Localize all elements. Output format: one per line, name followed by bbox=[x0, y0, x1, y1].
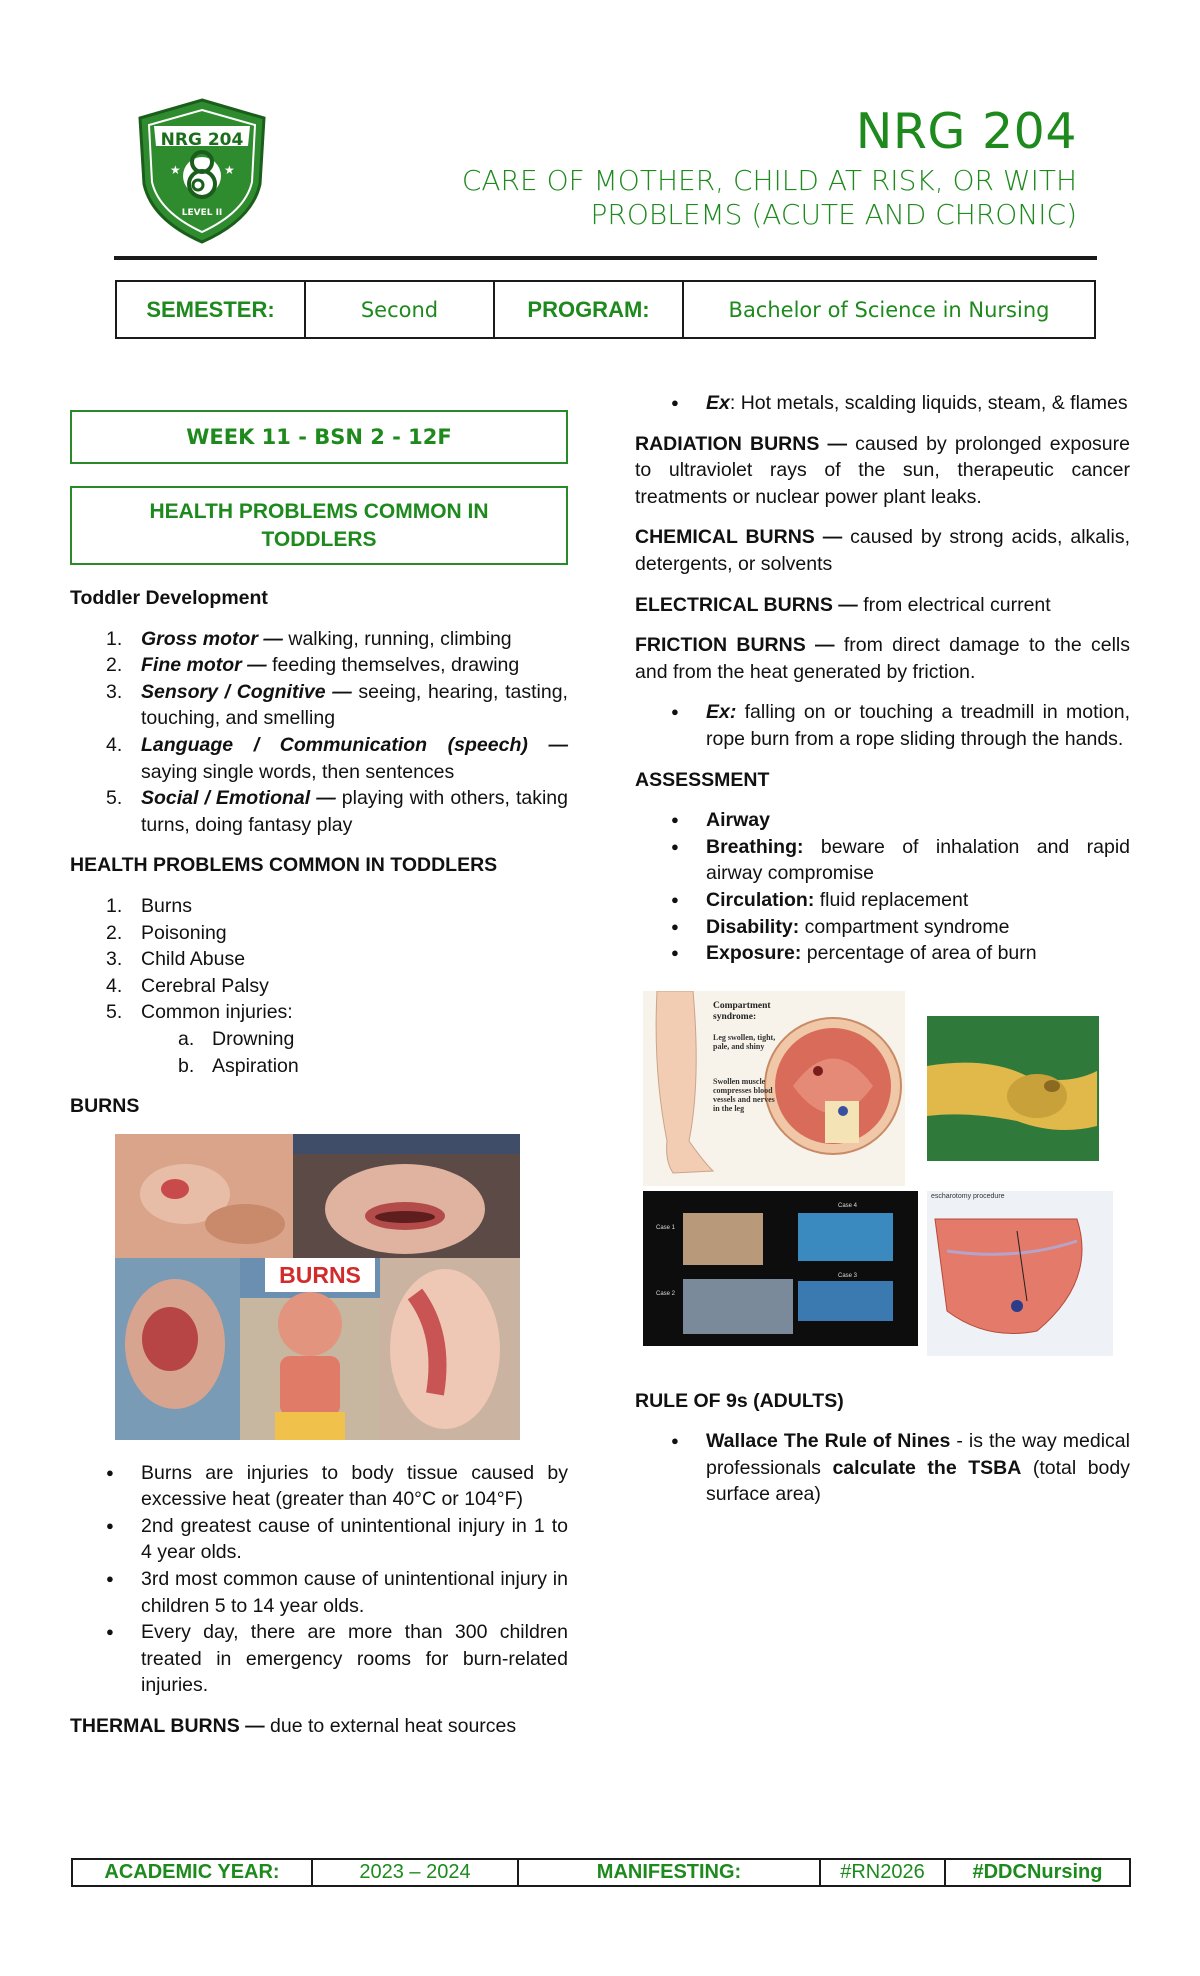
list-item: ● Breathing: beware of inhalation and rapid airway compromise bbox=[635, 834, 1130, 887]
left-column bbox=[70, 410, 568, 1740]
list-item: ● 3rd most common cause of unintentional injury in children 5 to 14 year olds. bbox=[70, 1566, 568, 1619]
list-item: ● Every day, there are more than 300 children treated in emergency rooms for burn-related injuries. bbox=[70, 1619, 568, 1699]
burns-bullets bbox=[70, 1460, 568, 1699]
escharotomy-title: escharotomy procedure bbox=[931, 1192, 1005, 1200]
list-item: ● Ex: falling on or touching a treadmill in motion, rope burn from a rope sliding through the hands. bbox=[635, 699, 1130, 752]
list-item: 1. Burns bbox=[106, 894, 192, 917]
thermal-burns-paragraph: THERMAL BURNS — due to external heat sources bbox=[70, 1715, 517, 1738]
list-item: 5. Common injuries: bbox=[106, 1001, 293, 1024]
list-item: ● Exposure: percentage of area of burn bbox=[635, 940, 1130, 967]
case-label-2: Case 2 bbox=[656, 1290, 676, 1297]
case-label-3: Case 3 bbox=[838, 1272, 858, 1279]
logo-text-bottom: LEVEL II bbox=[181, 208, 223, 218]
development-heading: Toddler Development bbox=[70, 587, 268, 609]
compartment-diagram bbox=[643, 991, 905, 1186]
assessment-heading: ASSESSMENT bbox=[635, 768, 770, 791]
radiation-burns-paragraph: RADIATION BURNS — caused by prolonged exposure to ultraviolet rays of the sun, therapeutic cancer treatments or nuclear power plant leaks. bbox=[635, 432, 1130, 508]
academic-year-value: 2023 – 2024 bbox=[313, 1860, 519, 1885]
chemical-burns-paragraph: CHEMICAL BURNS — caused by strong acids, alkalis, detergents, or solvents bbox=[635, 526, 1130, 575]
compartment-syndrome-images bbox=[635, 991, 1125, 1356]
problems-list bbox=[70, 893, 568, 1026]
list-item: ● Disability: compartment syndrome bbox=[635, 914, 1130, 941]
friction-example bbox=[635, 699, 1130, 752]
course-title-line1: CARE OF MOTHER, CHILD AT RISK, OR WITH bbox=[461, 164, 1077, 197]
program-value: Bachelor of Science in Nursing bbox=[728, 297, 1050, 322]
list-item: 5. Social / Emotional — playing with others, taking turns, doing fantasy play bbox=[106, 787, 568, 836]
diagram-note-2: Swollen muscle compresses blood vessels and nerves in the leg bbox=[713, 1076, 775, 1113]
list-item: 3. Sensory / Cognitive — seeing, hearing, tasting, touching, and smelling bbox=[106, 680, 568, 730]
list-item: 4. Language / Communication (speech) — saying single words, then sentences bbox=[106, 733, 568, 783]
topic-box: HEALTH PROBLEMS COMMON IN TODDLERS bbox=[70, 486, 568, 565]
course-title-block bbox=[462, 104, 1077, 232]
svg-text:★: ★ bbox=[224, 163, 235, 177]
semester-value: Second bbox=[306, 282, 495, 337]
list-item: ● Circulation: fluid replacement bbox=[635, 887, 1130, 914]
academic-year-label: ACADEMIC YEAR: bbox=[73, 1860, 313, 1885]
semester-label: SEMESTER: bbox=[117, 282, 306, 337]
course-title-line2: PROBLEMS (ACUTE AND CHRONIC) bbox=[590, 198, 1077, 231]
list-item: 4. Cerebral Palsy bbox=[106, 974, 269, 997]
thermal-example bbox=[635, 390, 1130, 417]
list-item: ● Burns are injuries to body tissue caused by excessive heat (greater than 40°C or 104°F) bbox=[70, 1460, 568, 1513]
burned-arm-photo bbox=[927, 1016, 1099, 1161]
manifesting-label: MANIFESTING: bbox=[519, 1860, 821, 1885]
assessment-list bbox=[635, 807, 1130, 967]
course-info-table bbox=[115, 280, 1096, 339]
footer-table bbox=[71, 1858, 1131, 1887]
logo-text-top: NRG 204 bbox=[160, 130, 244, 150]
program-label: PROGRAM: bbox=[495, 282, 684, 337]
injuries-list bbox=[70, 1026, 568, 1079]
case-photos bbox=[643, 1191, 918, 1346]
collage-label: BURNS bbox=[265, 1258, 375, 1292]
list-item: ● 2nd greatest cause of unintentional injury in 1 to 4 year olds. bbox=[70, 1513, 568, 1566]
rule-of-nines-heading: RULE OF 9s (ADULTS) bbox=[635, 1389, 844, 1412]
list-item: b. Aspiration bbox=[178, 1054, 299, 1077]
electrical-burns-paragraph: ELECTRICAL BURNS — from electrical current bbox=[635, 593, 1051, 616]
list-item: a. Drowning bbox=[178, 1027, 295, 1050]
hashtag-rn2026: #RN2026 bbox=[821, 1860, 946, 1885]
list-item: ● Airway bbox=[635, 807, 1130, 834]
list-item: 3. Child Abuse bbox=[106, 948, 246, 971]
header-divider bbox=[114, 256, 1097, 260]
course-logo bbox=[134, 96, 270, 246]
case-label-4: Case 4 bbox=[838, 1202, 858, 1209]
list-item: 2. Fine motor — feeding themselves, drawing bbox=[106, 654, 520, 677]
list-item: 1. Gross motor — walking, running, climbing bbox=[106, 627, 512, 650]
rule-of-nines-list bbox=[635, 1428, 1130, 1508]
course-code: NRG 204 bbox=[855, 103, 1077, 160]
diagram-note-1: Leg swollen, tight, pale, and shiny bbox=[713, 1032, 776, 1051]
burns-collage-image bbox=[115, 1134, 520, 1440]
burns-heading: BURNS bbox=[70, 1095, 140, 1118]
hashtag-ddcnursing: #DDCNursing bbox=[972, 1861, 1103, 1883]
list-item: 2. Poisoning bbox=[106, 921, 227, 944]
friction-burns-paragraph: FRICTION BURNS — from direct damage to the cells and from the heat generated by friction. bbox=[635, 634, 1130, 683]
escharotomy-diagram bbox=[927, 1191, 1113, 1356]
diagram-title: Compartment syndrome: bbox=[713, 1000, 771, 1022]
development-list bbox=[70, 626, 568, 839]
svg-text:★: ★ bbox=[170, 163, 181, 177]
week-box: WEEK 11 - BSN 2 - 12F bbox=[70, 410, 568, 464]
problems-heading: HEALTH PROBLEMS COMMON IN TODDLERS bbox=[70, 854, 498, 877]
case-label-1: Case 1 bbox=[656, 1224, 676, 1231]
right-column bbox=[635, 390, 1130, 1508]
list-item: ● Wallace The Rule of Nines - is the way medical professionals calculate the TSBA (total body surface area) bbox=[635, 1428, 1130, 1508]
list-item: ● Ex: Hot metals, scalding liquids, steam, & flames bbox=[635, 390, 1130, 417]
